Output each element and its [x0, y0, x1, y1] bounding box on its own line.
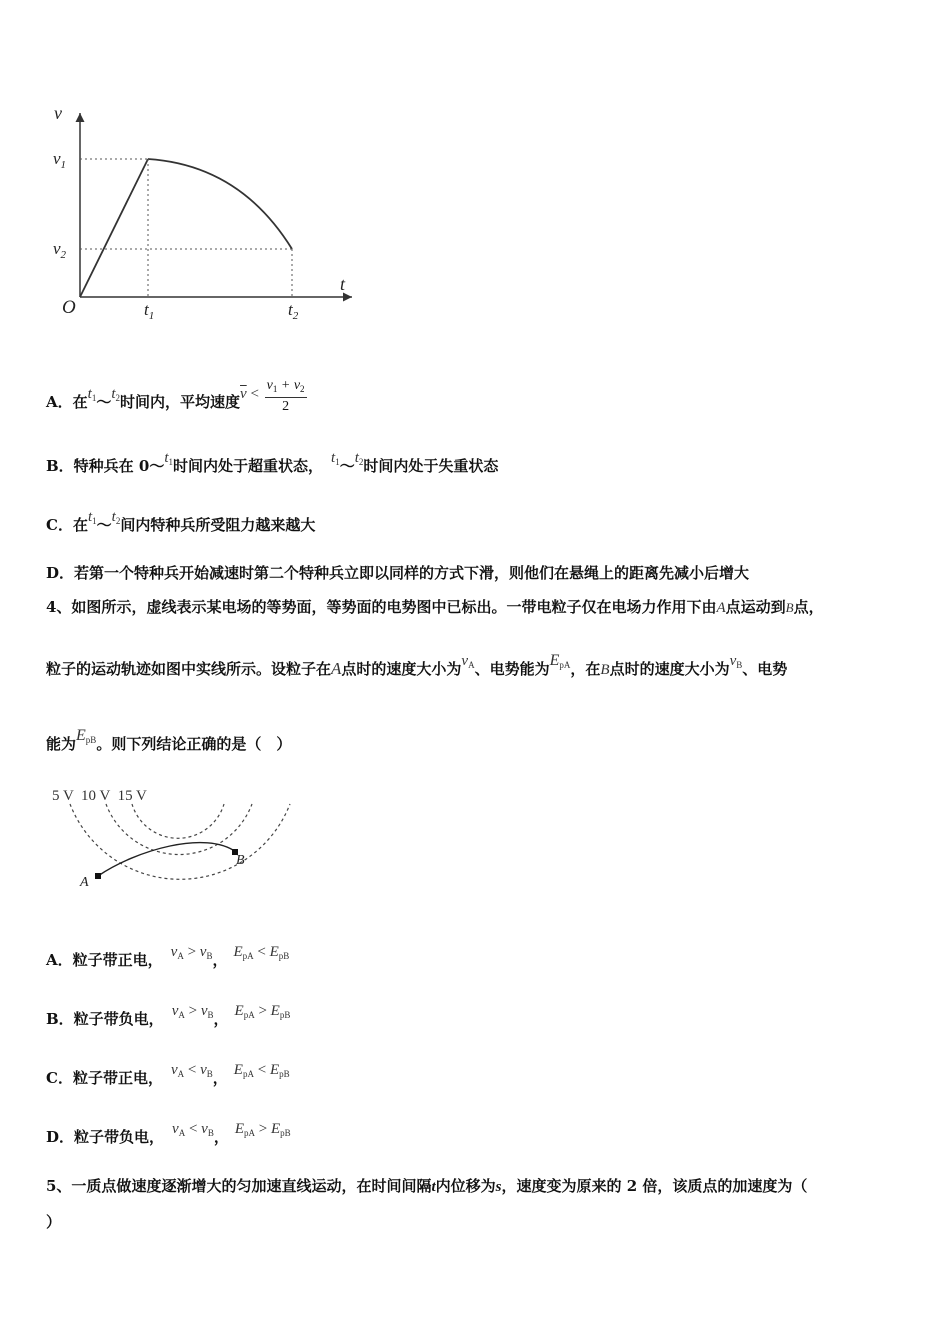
q4-stem-line1: 4、如图所示，虚线表示某电场的等势面，等势面的电势图中已标出。一带电粒子仅在电场力作用下由A点运动到B点，: [46, 598, 824, 616]
v1-label: $v_1$: [53, 149, 67, 171]
velocity-time-graph: [40, 95, 380, 330]
q4-option-d[interactable]: D．粒子带负电， $v_A < v_B$， $E_{pA} > E_{pB}$: [46, 1121, 291, 1146]
v-axis-label: v: [54, 103, 62, 123]
t2-label: $t_2$: [288, 300, 299, 322]
q3-option-c[interactable]: C．在$t_1\sim t_2$间内特种兵所受阻力越来越大: [46, 509, 316, 534]
decel-curve: [148, 159, 292, 249]
equipotential-figure: [46, 780, 306, 920]
t-axis-label: t: [340, 274, 346, 294]
t1-label: $t_1$: [144, 300, 155, 322]
equipotential-10v: [106, 804, 252, 855]
q5-stem-line2: ）: [46, 1213, 62, 1231]
equipotential-15v: [132, 804, 224, 838]
v2-label: $v_2$: [53, 239, 67, 261]
particle-trajectory: [98, 843, 236, 876]
q4-option-a[interactable]: A．粒子带正电， $v_A > v_B$， $E_{pA} < E_{pB}$: [46, 944, 290, 969]
q5-stem-line1: 5、一质点做速度逐渐增大的匀加速直线运动，在时间间隔t内位移为s，速度变为原来的 2 倍，该质点的加速度为（: [46, 1177, 808, 1195]
avg-velocity-fraction: $\frac{v_1 + v_2}{2}$: [266, 378, 305, 414]
q4-option-c[interactable]: C．粒子带正电， $v_A < v_B$， $E_{pA} < E_{pB}$: [46, 1062, 290, 1087]
q4-option-b[interactable]: B．粒子带负电， $v_A > v_B$， $E_{pA} > E_{pB}$: [46, 1003, 291, 1028]
point-a-dot: [95, 873, 101, 879]
q3-option-d[interactable]: D．若第一个特种兵开始减速时第二个特种兵立即以同样的方式下滑，则他们在悬绳上的距离先减小后增大: [46, 564, 750, 582]
q4-stem-line2: 粒子的运动轨迹如图中实线所示。设粒子在A点时的速度大小为$v_A$、电势能为$E_{pA}$，在B点时的速度大小为$v_B$、电势: [46, 652, 788, 678]
point-a-label: A: [80, 875, 89, 890]
origin-label: O: [62, 297, 76, 318]
point-b-label: B: [236, 853, 245, 868]
q3-option-b[interactable]: B．特种兵在 $0\sim t_1$时间内处于超重状态， $t_1\sim t_2$时间内处于失重状态: [46, 450, 499, 475]
equipotential-5v: [70, 804, 290, 879]
q3-option-a[interactable]: A．在$t_1\sim t_2$时间内，平均速度$\overline{v}$ < $\frac{v_1 + v_2}{2}$: [46, 378, 305, 414]
potential-labels: 5 V 10 V 15 V: [52, 788, 147, 804]
accel-segment: [80, 159, 148, 297]
q4-stem-line3: 能为$E_{pB}$。则下列结论正确的是（ ）: [46, 727, 292, 753]
